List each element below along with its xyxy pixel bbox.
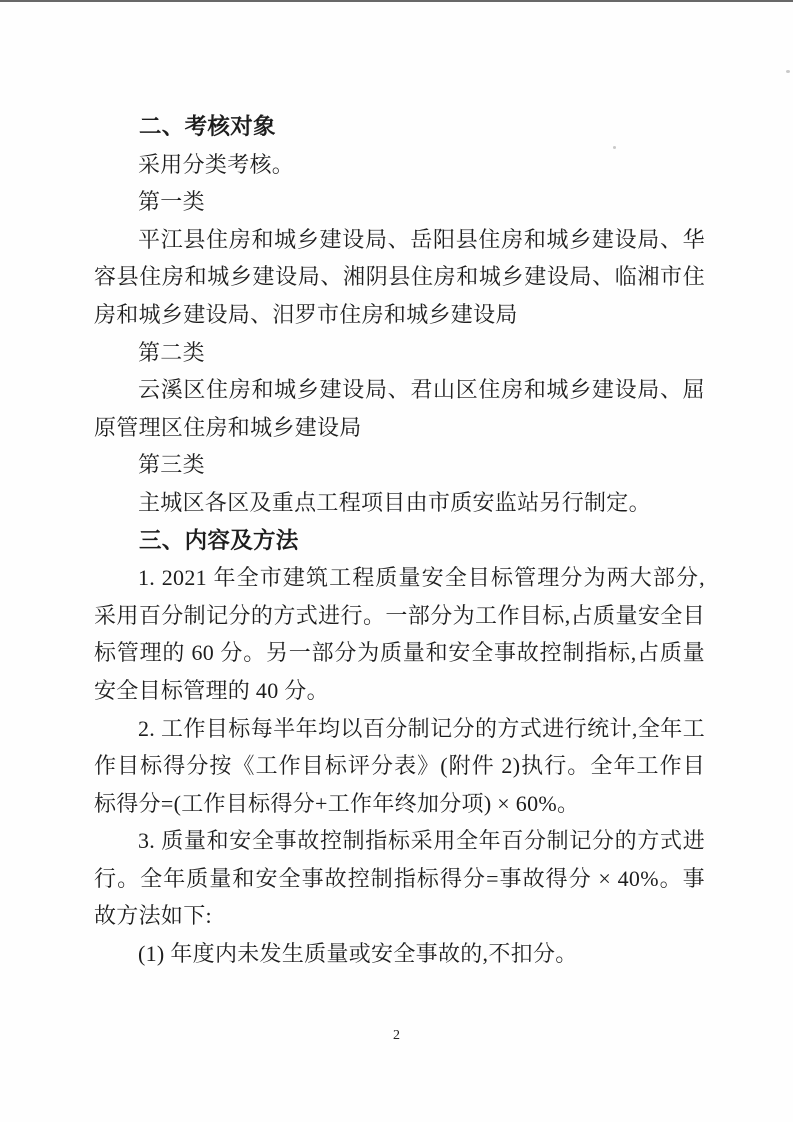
paragraph: 第一类: [138, 189, 205, 215]
paragraph: 1. 2021 年全市建筑工程质量安全目标管理分为两大部分,采用百分制记分的方式进行。一部分为工作目标,占质量安全目标管理的 60 分。另一部分为质量和安全事故控制指标,占质量安全目标管理的 40 分。: [94, 565, 705, 703]
document-body: [94, 108, 705, 973]
section-heading: 二、考核对象: [139, 114, 276, 139]
paragraph: 3. 质量和安全事故控制指标采用全年百分制记分的方式进行。全年质量和安全事故控制指标得分=事故得分 × 40%。事故方法如下:: [94, 828, 705, 929]
paragraph: 第二类: [138, 339, 205, 365]
paragraph: 云溪区住房和城乡建设局、君山区住房和城乡建设局、屈原管理区住房和城乡建设局: [94, 377, 705, 440]
paragraph: 采用分类考核。: [138, 151, 295, 177]
paragraph: (1) 年度内未发生质量或安全事故的,不扣分。: [138, 941, 578, 967]
scan-speck: [613, 146, 616, 149]
page-number: 2: [393, 1028, 400, 1043]
paragraph: 主城区各区及重点工程项目由市质安监站另行制定。: [138, 489, 651, 515]
section-heading: 三、内容及方法: [139, 527, 299, 553]
paragraph: 2. 工作目标每半年均以百分制记分的方式进行统计,全年工作目标得分按《工作目标评分表》(附件 2)执行。全年工作目标得分=(工作目标得分+工作年终加分项) × 60%。: [94, 715, 705, 816]
scan-edge-artifact: [0, 0, 793, 2]
paragraph: 第三类: [138, 452, 205, 478]
paragraph: 平江县住房和城乡建设局、岳阳县住房和城乡建设局、华容县住房和城乡建设局、湘阴县住房和城乡建设局、临湘市住房和城乡建设局、汨罗市住房和城乡建设局: [94, 226, 705, 327]
scan-speck: [786, 70, 790, 73]
